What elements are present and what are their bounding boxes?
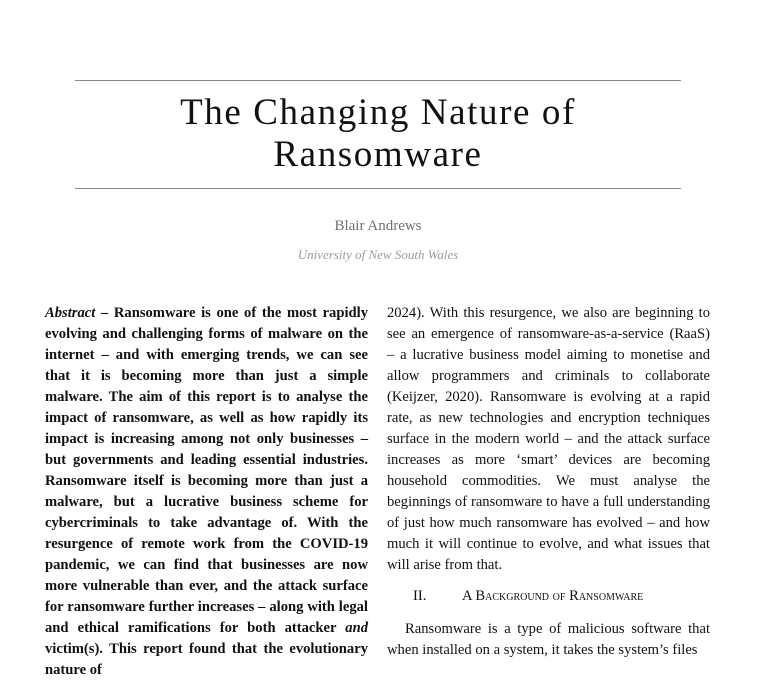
- section-title: A Background of Ransomware: [462, 588, 644, 604]
- intro-paragraph: 2024). With this resurgence, we also are beginning to see an emergence of ransomware-as-a-service (RaaS) – a lucrative business model aiming to monetise and allow programmers and criminals to collaborate (Keijzer, 2020). Ransomware is evolving at a rapid rate, as new technologies and encryption techniques surface in the modern world – and the attack surface increases as more ‘smart’ devices are becoming household commodities. We must analyse the beginnings of ransomware to have a full understanding of just how much ransomware has evolved – and how much it will continue to evolve, and what issues that will arise from that.: [387, 305, 710, 573]
- abstract-label: Abstract: [45, 305, 96, 321]
- abstract-dash: –: [95, 305, 114, 321]
- author-affiliation: University of New South Wales: [297, 247, 459, 262]
- right-column: [387, 303, 710, 661]
- section-number: II.: [413, 588, 427, 604]
- title-bottom-rule: [75, 188, 681, 189]
- abstract-paragraph: [45, 303, 368, 681]
- paper-title-line1: The Changing Nature of: [180, 92, 576, 133]
- author-name: Blair Andrews: [334, 218, 422, 234]
- section-heading: [387, 585, 710, 607]
- left-column: [45, 303, 368, 681]
- abstract-emphasis: and: [345, 620, 368, 636]
- background-paragraph: Ransomware is a type of malicious software that when installed on a system, it takes the system’s files: [387, 621, 710, 658]
- abstract-text: Ransomware is one of the most rapidly evolving and challenging forms of malware on the internet – and with emerging trends, we can see that it is becoming more than just a simple malware. The aim of this report is to analyse the impact of ransomware, as well as how rapidly its impact is increasing among not only businesses – but governments and leading essential industries. Ransomware itself is becoming more than just a malware, but a lucrative business scheme for cybercriminals to take advantage of. With the resurgence of remote work from the COVID-19 pandemic, we can find that businesses are now more vulnerable than ever, and the attack surface for ransomware further increases – along with legal and ethical ramifications for both attacker: [45, 305, 368, 636]
- abstract-text-end: victim(s). This report found that the evolutionary nature of: [45, 641, 368, 678]
- paper-title-line2: Ransomware: [273, 134, 483, 175]
- paper-title: [75, 92, 681, 176]
- title-top-rule: [75, 80, 681, 81]
